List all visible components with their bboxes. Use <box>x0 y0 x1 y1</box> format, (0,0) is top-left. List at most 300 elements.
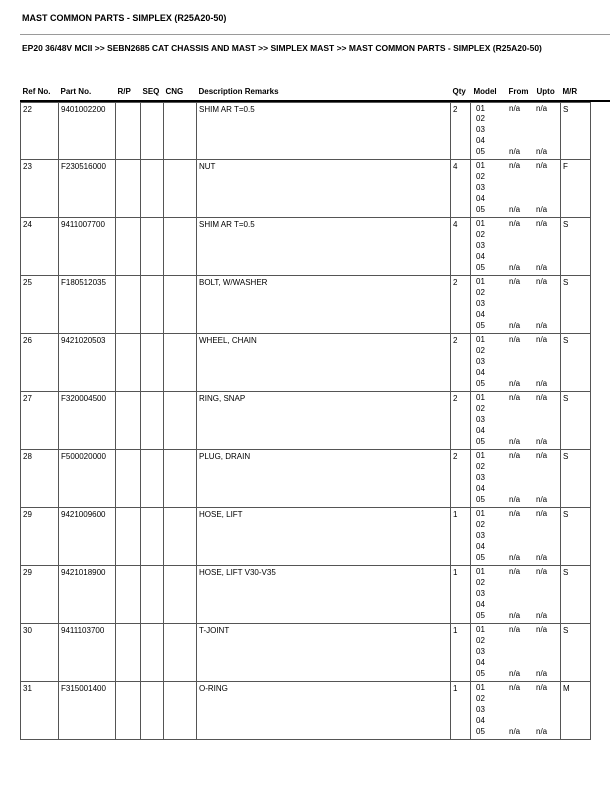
upto-value <box>536 473 560 484</box>
from-value <box>509 473 536 484</box>
qty-cell <box>451 682 471 740</box>
header-qty: Qty <box>452 87 466 96</box>
rp-cell <box>116 450 141 508</box>
qty-value: 4 <box>453 220 458 230</box>
upto-value <box>536 600 560 611</box>
upto-value <box>536 415 560 426</box>
part-no: F500020000 <box>61 452 106 462</box>
upto-value <box>536 125 560 136</box>
qty-value: 1 <box>453 510 458 520</box>
from-value <box>509 288 536 299</box>
description-cell <box>197 334 451 392</box>
model-from-upto-cell <box>471 508 561 566</box>
from-value: n/a <box>509 494 521 504</box>
model-line <box>471 578 560 589</box>
from-value: n/a <box>509 567 521 577</box>
from-value <box>509 346 536 357</box>
description-cell <box>197 508 451 566</box>
model-line <box>471 147 560 158</box>
model-code: 02 <box>476 520 485 530</box>
description: O-RING <box>199 684 228 694</box>
mr-value: S <box>563 104 569 114</box>
part-no-cell <box>59 508 116 566</box>
description-cell <box>197 682 451 740</box>
from-value <box>509 299 536 310</box>
from-value <box>509 658 536 669</box>
ref-no-cell <box>21 624 59 682</box>
seq-cell <box>141 624 164 682</box>
header-seq: SEQ <box>142 87 160 96</box>
part-no: F315001400 <box>61 684 106 694</box>
model-line <box>471 462 560 473</box>
upto-value <box>536 578 560 589</box>
ref-no: 29 <box>23 568 32 578</box>
qty-value: 4 <box>453 162 458 172</box>
model-line <box>471 346 560 357</box>
from-value <box>509 589 536 600</box>
model-line <box>471 694 560 705</box>
part-no: F320004500 <box>61 394 106 404</box>
from-value: n/a <box>509 451 521 461</box>
ref-no-cell <box>21 102 59 160</box>
model-code: 03 <box>476 125 485 135</box>
model-line <box>471 194 560 205</box>
model-code: 03 <box>476 183 485 193</box>
description: RING, SNAP <box>199 394 246 404</box>
model-line <box>471 335 560 346</box>
model-line <box>471 299 560 310</box>
from-value: n/a <box>509 335 521 345</box>
qty-cell <box>451 508 471 566</box>
qty-value: 1 <box>453 568 458 578</box>
qty-cell <box>451 276 471 334</box>
upto-value <box>536 357 560 368</box>
upto-value <box>536 183 560 194</box>
seq-cell <box>141 566 164 624</box>
model-code: 03 <box>476 704 485 714</box>
model-line <box>471 625 560 636</box>
model-line <box>471 136 560 147</box>
model-line <box>471 611 560 622</box>
model-line <box>471 451 560 462</box>
model-line <box>471 600 560 611</box>
from-value <box>509 310 536 321</box>
upto-value <box>536 114 560 125</box>
mr-value: S <box>563 394 569 404</box>
description-cell <box>197 102 451 160</box>
upto-value <box>536 542 560 553</box>
model-code: 04 <box>476 425 485 435</box>
header-upto: Upto <box>536 87 555 96</box>
part-no-cell <box>59 566 116 624</box>
model-code: 05 <box>476 494 485 504</box>
description-cell <box>197 624 451 682</box>
description-cell <box>197 160 451 218</box>
from-value <box>509 368 536 379</box>
model-from-upto-cell <box>471 102 561 160</box>
model-line <box>471 241 560 252</box>
from-value <box>509 426 536 437</box>
description: T-JOINT <box>199 626 230 636</box>
part-no: F180512035 <box>61 278 106 288</box>
qty-value: 1 <box>453 626 458 636</box>
from-value <box>509 694 536 705</box>
model-line <box>471 277 560 288</box>
rp-cell <box>116 624 141 682</box>
mr-value: S <box>563 568 569 578</box>
header-mr: M/R <box>562 87 578 96</box>
header-description: Description Remarks <box>198 87 279 96</box>
model-code: 02 <box>476 404 485 414</box>
mr-cell <box>561 218 591 276</box>
model-code: 05 <box>476 436 485 446</box>
part-no: F230516000 <box>61 162 106 172</box>
description: HOSE, LIFT <box>199 510 243 520</box>
qty-cell <box>451 218 471 276</box>
model-code: 05 <box>476 146 485 156</box>
mr-value: S <box>563 278 569 288</box>
model-code: 03 <box>476 299 485 309</box>
description: HOSE, LIFT V30-V35 <box>199 568 276 578</box>
model-line <box>471 716 560 727</box>
model-code: 04 <box>476 135 485 145</box>
upto-value: n/a <box>536 625 548 635</box>
upto-value <box>536 310 560 321</box>
from-value: n/a <box>509 610 521 620</box>
from-value: n/a <box>509 509 521 519</box>
from-value <box>509 252 536 263</box>
table-row <box>21 682 591 740</box>
cng-cell <box>164 566 197 624</box>
model-line <box>471 379 560 390</box>
cng-cell <box>164 102 197 160</box>
part-no: 9421018900 <box>61 568 106 578</box>
model-code: 02 <box>476 462 485 472</box>
mr-cell <box>561 160 591 218</box>
upto-value <box>536 346 560 357</box>
header-part-no: Part No. <box>60 87 92 96</box>
model-line <box>471 252 560 263</box>
upto-value: n/a <box>536 668 548 678</box>
part-no: 9411007700 <box>61 220 105 230</box>
model-code: 01 <box>476 277 485 287</box>
model-line <box>471 437 560 448</box>
from-value: n/a <box>509 378 521 388</box>
cng-cell <box>164 682 197 740</box>
from-value: n/a <box>509 277 521 287</box>
description-cell <box>197 566 451 624</box>
upto-value: n/a <box>536 277 548 287</box>
upto-value <box>536 462 560 473</box>
qty-value: 2 <box>453 452 458 462</box>
mr-value: S <box>563 220 569 230</box>
model-code: 05 <box>476 204 485 214</box>
mr-value: S <box>563 510 569 520</box>
ref-no-cell <box>21 218 59 276</box>
rp-cell <box>116 682 141 740</box>
upto-value: n/a <box>536 335 548 345</box>
seq-cell <box>141 682 164 740</box>
header-model: Model <box>473 87 497 96</box>
from-value <box>509 404 536 415</box>
ref-no-cell <box>21 450 59 508</box>
upto-value <box>536 404 560 415</box>
mr-value: F <box>563 162 568 172</box>
upto-value: n/a <box>536 262 548 272</box>
upto-value <box>536 636 560 647</box>
part-no-cell <box>59 682 116 740</box>
model-from-upto-cell <box>471 160 561 218</box>
upto-value <box>536 241 560 252</box>
table-row <box>21 334 591 392</box>
header-ref-no: Ref No. <box>22 87 51 96</box>
upto-value: n/a <box>536 509 548 519</box>
model-code: 03 <box>476 646 485 656</box>
ref-no-cell <box>21 334 59 392</box>
upto-value <box>536 136 560 147</box>
mr-cell <box>561 450 591 508</box>
rp-cell <box>116 160 141 218</box>
model-line <box>471 368 560 379</box>
model-line <box>471 183 560 194</box>
from-value <box>509 636 536 647</box>
model-code: 03 <box>476 473 485 482</box>
upto-value <box>536 520 560 531</box>
mr-cell <box>561 276 591 334</box>
model-line <box>471 705 560 716</box>
model-code: 05 <box>476 726 485 736</box>
rp-cell <box>116 334 141 392</box>
model-line <box>471 219 560 230</box>
ref-no: 30 <box>23 626 32 636</box>
mr-cell <box>561 682 591 740</box>
model-line <box>471 104 560 115</box>
upto-value: n/a <box>536 436 548 446</box>
model-code: 01 <box>476 683 485 693</box>
model-code: 04 <box>476 193 485 203</box>
from-value <box>509 520 536 531</box>
model-line <box>471 495 560 506</box>
from-value <box>509 705 536 716</box>
description-cell <box>197 218 451 276</box>
qty-cell <box>451 334 471 392</box>
table-row <box>21 276 591 334</box>
model-code: 01 <box>476 393 485 403</box>
part-no-cell <box>59 218 116 276</box>
model-code: 04 <box>476 599 485 609</box>
model-code: 04 <box>476 251 485 261</box>
upto-value <box>536 194 560 205</box>
description: BOLT, W/WASHER <box>199 278 268 288</box>
ref-no-cell <box>21 392 59 450</box>
from-value: n/a <box>509 320 521 330</box>
upto-value: n/a <box>536 378 548 388</box>
seq-cell <box>141 276 164 334</box>
model-code: 04 <box>476 309 485 319</box>
model-code: 05 <box>476 668 485 678</box>
model-line <box>471 636 560 647</box>
qty-value: 2 <box>453 104 458 114</box>
description-cell <box>197 392 451 450</box>
qty-cell <box>451 624 471 682</box>
model-from-upto-cell <box>471 624 561 682</box>
mr-cell <box>561 566 591 624</box>
from-value <box>509 542 536 553</box>
cng-cell <box>164 218 197 276</box>
upto-value <box>536 230 560 241</box>
upto-value: n/a <box>536 161 548 171</box>
model-line <box>471 404 560 415</box>
model-code: 05 <box>476 552 485 562</box>
parts-table <box>20 84 591 740</box>
model-code: 02 <box>476 230 485 240</box>
ref-no: 26 <box>23 336 32 346</box>
model-code: 05 <box>476 378 485 388</box>
ref-no: 27 <box>23 394 32 404</box>
from-value <box>509 484 536 495</box>
model-code: 02 <box>476 694 485 704</box>
from-value: n/a <box>509 668 521 678</box>
model-from-upto-cell <box>471 566 561 624</box>
model-code: 01 <box>476 625 485 635</box>
model-line <box>471 205 560 216</box>
model-code: 03 <box>476 415 485 425</box>
upto-value <box>536 647 560 658</box>
rp-cell <box>116 508 141 566</box>
upto-value: n/a <box>536 219 548 229</box>
model-line <box>471 310 560 321</box>
upto-value: n/a <box>536 610 548 620</box>
model-code: 05 <box>476 610 485 620</box>
table-row <box>21 160 591 218</box>
model-from-upto-cell <box>471 682 561 740</box>
model-code: 03 <box>476 588 485 598</box>
mr-value: M <box>563 684 570 694</box>
model-line <box>471 125 560 136</box>
header-from: From <box>508 87 529 96</box>
model-line <box>471 520 560 531</box>
from-value: n/a <box>509 219 521 229</box>
from-value <box>509 183 536 194</box>
part-no: 9401002200 <box>61 104 106 114</box>
header-model-from-upto <box>471 84 561 102</box>
header-rp: R/P <box>117 87 131 96</box>
from-value <box>509 578 536 589</box>
model-line <box>471 161 560 172</box>
cng-cell <box>164 276 197 334</box>
part-no-cell <box>59 450 116 508</box>
model-from-upto-cell <box>471 218 561 276</box>
model-code: 01 <box>476 509 485 519</box>
model-code: 02 <box>476 114 485 124</box>
model-code: 01 <box>476 335 485 345</box>
model-code: 01 <box>476 451 485 461</box>
model-code: 01 <box>476 161 485 171</box>
model-from-upto-cell <box>471 276 561 334</box>
qty-value: 2 <box>453 336 458 346</box>
from-value <box>509 600 536 611</box>
model-line <box>471 509 560 520</box>
model-code: 02 <box>476 172 485 182</box>
model-line <box>471 357 560 368</box>
upto-value: n/a <box>536 726 548 736</box>
rp-cell <box>116 566 141 624</box>
table-row <box>21 450 591 508</box>
table-row <box>21 218 591 276</box>
model-from-upto-cell <box>471 334 561 392</box>
ref-no: 22 <box>23 104 32 114</box>
from-value <box>509 647 536 658</box>
mr-cell <box>561 102 591 160</box>
upto-value: n/a <box>536 103 548 113</box>
model-code: 05 <box>476 262 485 272</box>
rp-cell <box>116 102 141 160</box>
from-value <box>509 114 536 125</box>
upto-value <box>536 426 560 437</box>
mr-cell <box>561 508 591 566</box>
cng-cell <box>164 624 197 682</box>
qty-cell <box>451 160 471 218</box>
model-line <box>471 393 560 404</box>
seq-cell <box>141 160 164 218</box>
part-no-cell <box>59 276 116 334</box>
model-line <box>471 589 560 600</box>
rp-cell <box>116 276 141 334</box>
from-value: n/a <box>509 683 521 693</box>
from-value <box>509 230 536 241</box>
part-no: 9421009600 <box>61 510 106 520</box>
from-value: n/a <box>509 393 521 403</box>
ref-no-cell <box>21 508 59 566</box>
upto-value: n/a <box>536 567 548 577</box>
upto-value: n/a <box>536 451 548 461</box>
upto-value: n/a <box>536 393 548 403</box>
model-code: 04 <box>476 483 485 493</box>
from-value: n/a <box>509 204 521 214</box>
part-no-cell <box>59 392 116 450</box>
upto-value <box>536 705 560 716</box>
upto-value: n/a <box>536 494 548 504</box>
upto-value: n/a <box>536 204 548 214</box>
description-cell <box>197 276 451 334</box>
from-value <box>509 125 536 136</box>
model-line <box>471 415 560 426</box>
cng-cell <box>164 334 197 392</box>
table-row <box>21 566 591 624</box>
model-code: 04 <box>476 715 485 725</box>
upto-value: n/a <box>536 683 548 693</box>
model-line <box>471 727 560 738</box>
upto-value <box>536 299 560 310</box>
table-row <box>21 102 591 160</box>
ref-no: 28 <box>23 452 32 462</box>
model-code: 02 <box>476 578 485 588</box>
from-value: n/a <box>509 103 521 113</box>
from-value: n/a <box>509 146 521 156</box>
parts-table-body <box>21 102 591 740</box>
table-row <box>21 392 591 450</box>
from-value: n/a <box>509 161 521 171</box>
ref-no: 24 <box>23 220 32 230</box>
part-no-cell <box>59 102 116 160</box>
breadcrumb: EP20 36/48V MCII >> SEBN2685 CAT CHASSIS AND MAST >> SIMPLEX MAST >> MAST COMMON PARTS - SIMPLEX (R25A20-50) <box>22 43 542 53</box>
model-code: 03 <box>476 357 485 367</box>
model-code: 02 <box>476 346 485 356</box>
model-line <box>471 426 560 437</box>
header-cng: CNG <box>165 87 184 96</box>
ref-no: 25 <box>23 278 32 288</box>
model-line <box>471 230 560 241</box>
